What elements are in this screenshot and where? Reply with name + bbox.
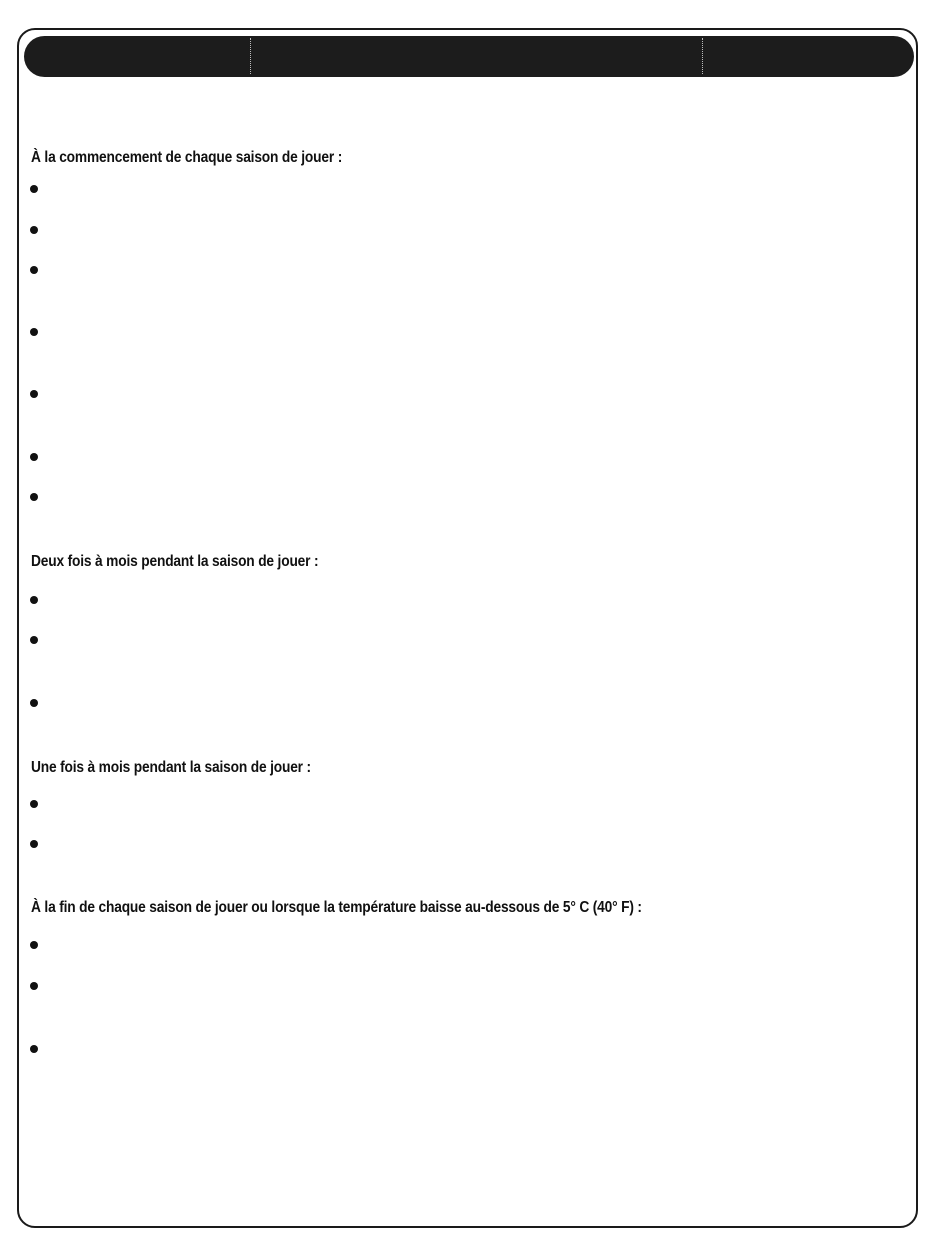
header-divider <box>250 38 251 74</box>
bullet-point <box>30 453 38 461</box>
bullet-point <box>30 1045 38 1053</box>
bullet-point <box>30 636 38 644</box>
bullet-point <box>30 328 38 336</box>
bullet-point <box>30 266 38 274</box>
section-heading-end-of-season: À la fin de chaque saison de jouer ou lorsque la température baisse au-dessous de 5° C (40° F) : <box>31 899 642 916</box>
bullet-point <box>30 699 38 707</box>
bullet-point <box>30 840 38 848</box>
header-bar <box>24 36 914 77</box>
page-frame <box>17 28 918 1228</box>
bullet-point <box>30 226 38 234</box>
bullet-point <box>30 185 38 193</box>
header-divider <box>702 38 703 74</box>
bullet-point <box>30 800 38 808</box>
section-heading-twice-monthly: Deux fois à mois pendant la saison de jouer : <box>31 553 319 570</box>
section-heading-monthly: Une fois à mois pendant la saison de jouer : <box>31 759 311 776</box>
bullet-point <box>30 493 38 501</box>
bullet-point <box>30 941 38 949</box>
bullet-point <box>30 390 38 398</box>
bullet-point <box>30 596 38 604</box>
section-heading-start-of-season: À la commencement de chaque saison de jouer : <box>31 149 343 166</box>
bullet-point <box>30 982 38 990</box>
